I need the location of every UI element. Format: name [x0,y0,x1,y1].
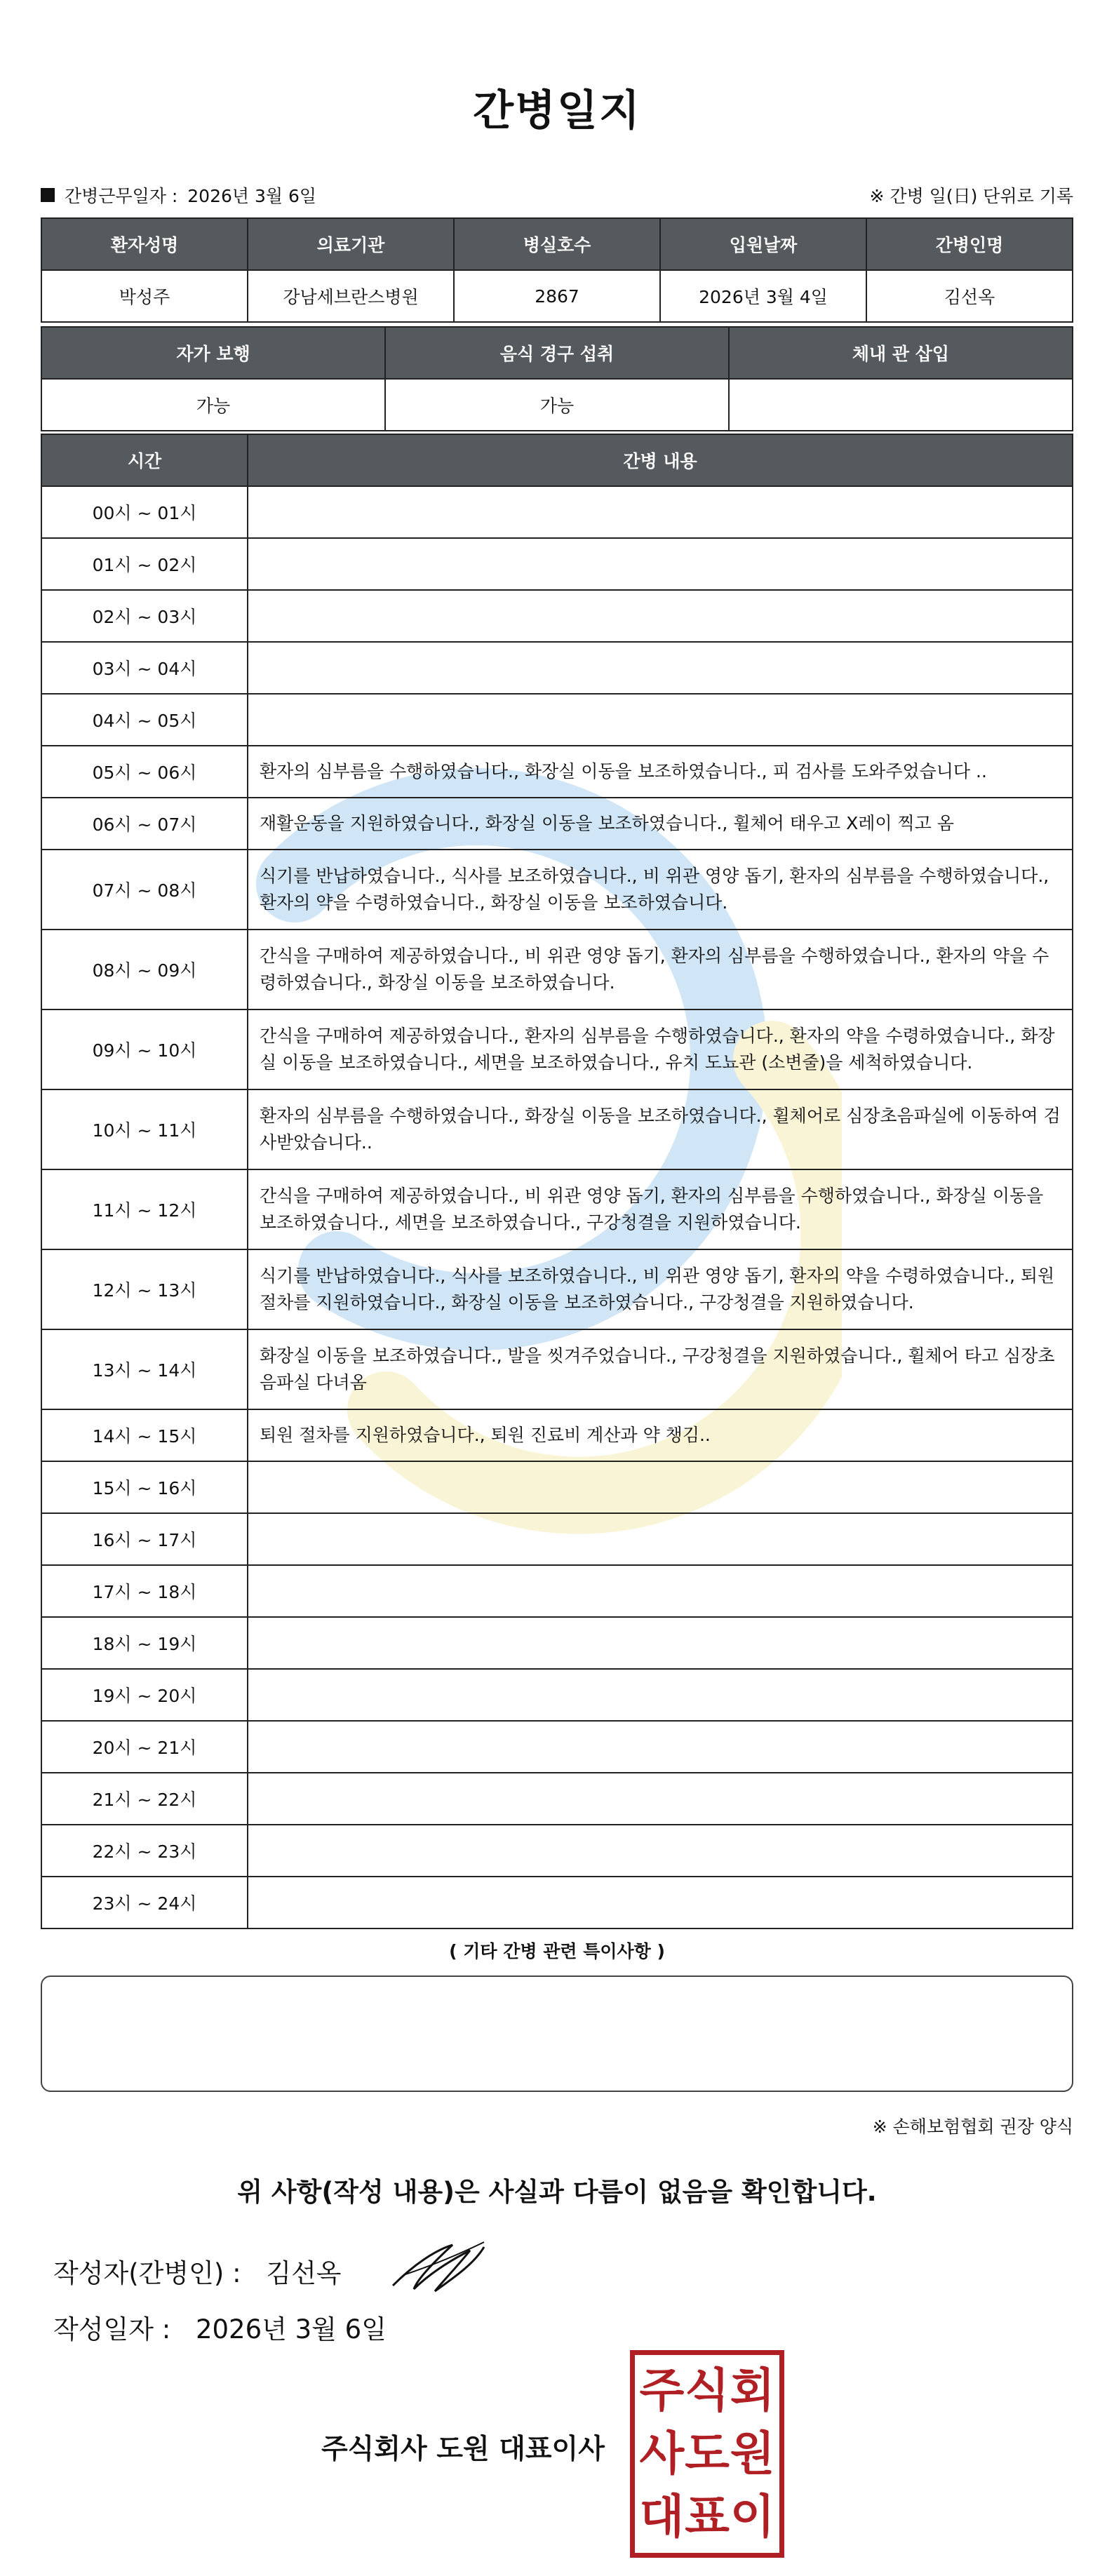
time-cell: 14시 ~ 15시 [41,1409,248,1461]
time-cell: 05시 ~ 06시 [41,746,248,798]
content-cell [248,590,1073,642]
time-cell: 21시 ~ 22시 [41,1773,248,1825]
header-oral-intake: 음식 경구 섭취 [385,327,729,379]
content-cell [248,1513,1073,1565]
seal-char: 원 [730,2427,775,2481]
content-cell: 식기를 반납하였습니다., 식사를 보조하였습니다., 비 위관 영양 돕기, 환자의 심부름을 수행하였습니다., 환자의 약을 수령하였습니다., 화장실 이동을 보조하였습니다. [248,850,1073,930]
room-number: 2867 [454,270,660,322]
time-cell: 15시 ~ 16시 [41,1461,248,1513]
header-room: 병실호수 [454,218,660,270]
content-cell: 환자의 심부름을 수행하였습니다., 화장실 이동을 보조하였습니다., 피 검사를 도와주었습니다 .. [248,746,1073,798]
content-cell [248,538,1073,590]
content-cell [248,1773,1073,1825]
table-row [41,1773,1073,1825]
time-cell: 17시 ~ 18시 [41,1565,248,1617]
content-cell [248,1669,1073,1721]
table-row [41,642,1073,694]
content-cell: 화장실 이동을 보조하였습니다., 발을 씻겨주었습니다., 구강청결을 지원하였습니다., 휠체어 타고 심장초음파실 다녀옴 [248,1329,1073,1409]
content-cell [248,1565,1073,1617]
time-cell: 10시 ~ 11시 [41,1089,248,1169]
table-row [41,1089,1073,1169]
bullet-square-icon [41,188,55,202]
time-cell: 22시 ~ 23시 [41,1825,248,1877]
confirmation-statement: 위 사항(작성 내용)은 사실과 다름이 없음을 확인합니다. [237,2177,877,2207]
header-patient-name: 환자성명 [41,218,248,270]
table-row [41,1169,1073,1249]
walking-value: 가능 [41,379,385,431]
header-time: 시간 [41,434,248,486]
recommendation-note: ※ 손해보험협회 권장 양식 [872,2117,1073,2137]
writer-label: 작성자(간병인) : [53,2258,241,2288]
time-cell: 19시 ~ 20시 [41,1669,248,1721]
hospital-name: 강남세브란스병원 [248,270,454,322]
time-cell: 20시 ~ 21시 [41,1721,248,1773]
time-cell: 18시 ~ 19시 [41,1617,248,1669]
table-row [41,1009,1073,1089]
notes-box [41,1975,1073,2092]
table-row [41,486,1073,538]
content-cell: 식기를 반납하였습니다., 식사를 보조하였습니다., 비 위관 영양 돕기, 환자의 약을 수령하였습니다., 퇴원 절차를 지원하였습니다., 화장실 이동을 보조하였습니다., 구강청결을 지원하였습니다. [248,1249,1073,1329]
table-row [41,694,1073,746]
written-date-value: 2026년 3월 6일 [195,2314,387,2344]
written-date-line [53,2308,387,2346]
seal-char: 사 [639,2427,685,2481]
oral-intake-value: 가능 [385,379,729,431]
content-cell: 간식을 구매하여 제공하였습니다., 비 위관 영양 돕기, 환자의 심부름을 수행하였습니다., 환자의 약을 수령하였습니다., 화장실 이동을 보조하였습니다. [248,930,1073,1009]
content-cell [248,486,1073,538]
content-cell [248,694,1073,746]
time-cell: 12시 ~ 13시 [41,1249,248,1329]
content-cell: 간식을 구매하여 제공하였습니다., 환자의 심부름을 수행하였습니다., 환자의 약을 수령하였습니다., 화장실 이동을 보조하였습니다., 세면을 보조하였습니다., 유치 도뇨관 (소변줄)을 세척하였습니다. [248,1009,1073,1089]
table-row [41,1565,1073,1617]
header-content: 간병 내용 [248,434,1073,486]
time-cell: 11시 ~ 12시 [41,1169,248,1249]
work-date-value: 2026년 3월 6일 [187,186,317,206]
record-note: ※ 간병 일(日) 단위로 기록 [869,186,1073,206]
time-cell: 06시 ~ 07시 [41,798,248,850]
content-cell [248,1825,1073,1877]
seal-char: 대 [639,2490,685,2544]
table-row [41,1617,1073,1669]
table-row [41,1721,1073,1773]
table-row [41,590,1073,642]
time-cell: 02시 ~ 03시 [41,590,248,642]
seal-char: 회 [730,2363,775,2417]
content-cell [248,642,1073,694]
admission-date: 2026년 3월 4일 [660,270,866,322]
header-caregiver: 간병인명 [866,218,1073,270]
seal-char: 주 [639,2363,685,2417]
caregiver-name: 김선옥 [866,270,1073,322]
seal-char: 도 [685,2427,730,2481]
time-cell: 23시 ~ 24시 [41,1877,248,1928]
table-row [41,1825,1073,1877]
table-row [41,1461,1073,1513]
table-row [41,538,1073,590]
table-row [41,1877,1073,1928]
table-row [41,1513,1073,1565]
table-row [41,798,1073,850]
time-cell: 03시 ~ 04시 [41,642,248,694]
table-row [41,1409,1073,1461]
writer-name: 김선옥 [266,2258,342,2288]
time-cell: 09시 ~ 10시 [41,1009,248,1089]
time-cell: 16시 ~ 17시 [41,1513,248,1565]
header-walking: 자가 보행 [41,327,385,379]
time-cell: 13시 ~ 14시 [41,1329,248,1409]
signature [386,2236,491,2300]
header-admission-date: 입원날짜 [660,218,866,270]
content-cell: 환자의 심부름을 수행하였습니다., 화장실 이동을 보조하였습니다., 휠체어로 심장초음파실에 이동하여 검사받았습니다.. [248,1089,1073,1169]
time-cell: 04시 ~ 05시 [41,694,248,746]
table-row [41,746,1073,798]
written-date-label: 작성일자 : [53,2314,171,2344]
seal-char: 이 [730,2490,775,2544]
time-cell: 07시 ~ 08시 [41,850,248,930]
care-log-table [41,434,1073,1929]
seal-char: 표 [685,2490,730,2544]
header-hospital: 의료기관 [248,218,454,270]
work-date-label: 간병근무일자 : [65,186,178,206]
table-row [41,1669,1073,1721]
time-cell: 00시 ~ 01시 [41,486,248,538]
time-cell: 01시 ~ 02시 [41,538,248,590]
content-cell [248,1721,1073,1773]
patient-info-table [41,217,1073,323]
tube-value [729,379,1073,431]
content-cell [248,1461,1073,1513]
content-cell: 간식을 구매하여 제공하였습니다., 비 위관 영양 돕기, 환자의 심부름을 수행하였습니다., 화장실 이동을 보조하였습니다., 세면을 보조하였습니다., 구강청결을 지원하였습니다. [248,1169,1073,1249]
page-title: 간병일지 [473,86,641,135]
content-cell [248,1877,1073,1928]
table-row [41,930,1073,1009]
table-row [41,850,1073,930]
meta-row [41,181,1073,209]
writer-line [53,2252,342,2290]
table-row [41,1329,1073,1409]
company-representative: 주식회사 도원 대표이사 [321,2434,605,2465]
content-cell: 재활운동을 지원하였습니다., 화장실 이동을 보조하였습니다., 휠체어 태우고 X레이 찍고 옴 [248,798,1073,850]
time-cell: 08시 ~ 09시 [41,930,248,1009]
content-cell [248,1617,1073,1669]
seal-char: 식 [685,2363,730,2417]
patient-ability-table [41,326,1073,431]
header-tube: 체내 관 삽입 [729,327,1073,379]
content-cell: 퇴원 절차를 지원하였습니다., 퇴원 진료비 계산과 약 챙김.. [248,1409,1073,1461]
patient-name: 박성주 [41,270,248,322]
notes-title: ( 기타 간병 관련 특이사항 ) [449,1941,665,1961]
table-row [41,1249,1073,1329]
company-seal [630,2350,784,2558]
